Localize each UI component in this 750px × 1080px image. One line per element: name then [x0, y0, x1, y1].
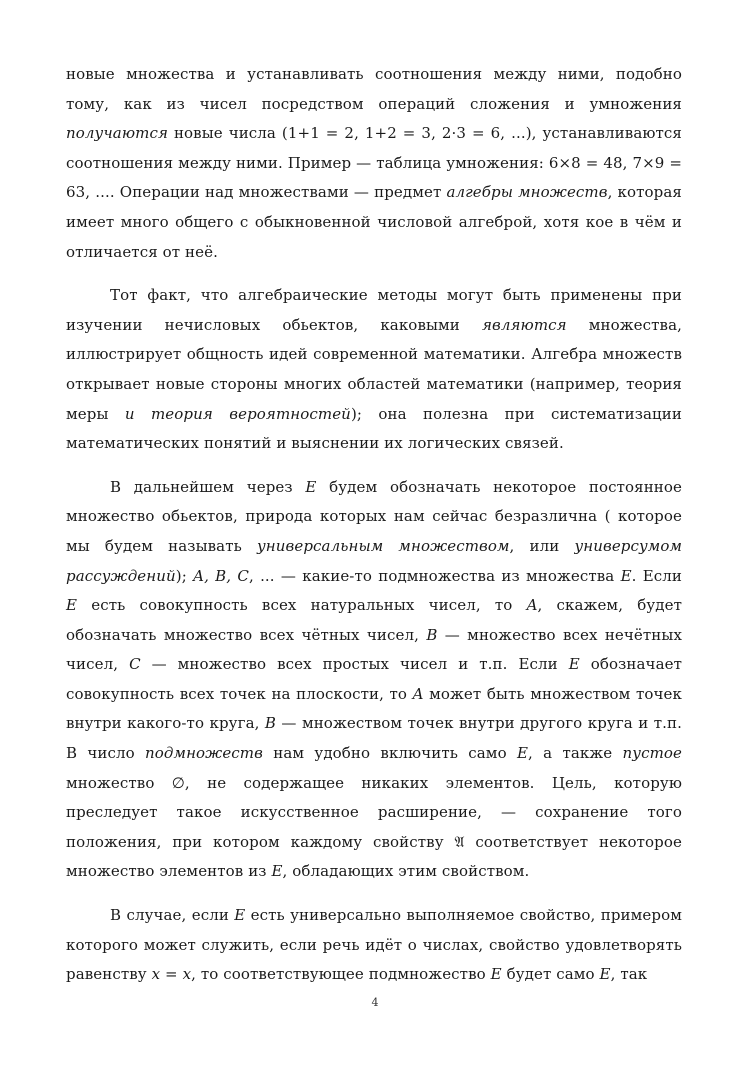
- italic-text: A: [526, 596, 538, 615]
- text-run: новые числа (1+1 = 2, 1+2 = 3, 2·3 = 6, ...), устанавливаются соотношения между ними. Пример — таблица умножения: 6×8 = 48, 7×9 = 63, .... Операции над множествами — предмет: [66, 124, 682, 202]
- italic-text: E: [568, 655, 580, 674]
- text-run: новые множества и устанавливать соотношения между ними, подобно тому, как из чисел посредством операций сложения и умножения: [66, 65, 682, 113]
- paragraph-2: [66, 281, 682, 459]
- italic-text: являются: [481, 315, 567, 334]
- text-run: обозначает совокупность всех точек на плоскости, то: [66, 655, 682, 703]
- italic-text: E: [490, 965, 502, 984]
- text-run: . Если: [631, 566, 682, 585]
- italic-text: алгебры множеств: [446, 183, 608, 202]
- italic-text: A, B, C: [193, 566, 249, 585]
- text-run: , обладающих этим свойством.: [282, 862, 530, 881]
- italic-text: E: [305, 477, 317, 496]
- text-run: будет само: [501, 965, 600, 984]
- text-run: — множество всех нечётных чисел,: [66, 625, 683, 674]
- text-run: может быть множеством точек внутри какого-то круга,: [66, 684, 682, 733]
- paragraph-3: [66, 473, 682, 887]
- text-run: , которая имеет много общего с обыкновенной числовой алгеброй, хотя кое в чём и отличается от неё.: [66, 183, 682, 261]
- text-run: , так: [610, 965, 648, 984]
- italic-text: E: [234, 906, 246, 925]
- italic-text: E: [599, 965, 611, 984]
- paragraph-4: [66, 901, 682, 990]
- text-run: — множеством точек внутри другого круга и т.п. В число: [66, 714, 682, 763]
- text-run: есть совокупность всех натуральных чисел, то: [77, 596, 527, 615]
- text-run: — множество всех простых чисел и т.п. Если: [140, 655, 569, 674]
- italic-text: x: [182, 965, 192, 984]
- italic-text: универсумом рассуждений: [66, 536, 683, 585]
- italic-text: и теория вероятностей: [124, 404, 351, 423]
- text-run: );: [175, 566, 194, 585]
- text-run: нам удобно включить само: [262, 744, 517, 763]
- text-run: есть универсально выполняемое свойство, примером которого может служить, если речь идёт о числах, свойство удовлетворять равенству: [66, 906, 682, 984]
- italic-text: A: [412, 684, 424, 703]
- italic-text: E: [66, 596, 78, 615]
- text-run: =: [160, 965, 183, 984]
- text-run: В случае, если: [110, 906, 235, 925]
- text-run: , или: [509, 536, 575, 555]
- italic-text: универсальным множеством: [256, 536, 510, 555]
- italic-text: B: [264, 714, 277, 733]
- italic-text: получаются: [66, 124, 168, 143]
- italic-text: подмножеств: [145, 744, 263, 763]
- italic-text: E: [620, 566, 632, 585]
- page-body: [66, 60, 682, 990]
- italic-text: B: [426, 625, 438, 644]
- text-run: , а также: [528, 744, 623, 763]
- text-run: , ... — какие-то подмножества из множества: [248, 566, 621, 585]
- text-run: , то соответствующее подмножество: [191, 965, 491, 984]
- page-number: 4: [371, 996, 379, 1009]
- italic-text: x: [151, 965, 161, 984]
- text-run: будем обозначать некоторое постоянное множество обьектов, природа которых нам сейчас безразлична ( которое мы будем называть: [66, 477, 682, 555]
- text-run: множество ∅, не содержащее никаких элементов. Цель, которую преследует такое искусственное расширение, — сохранение того положения, при котором каждому свойству 𝔄 соответствует некоторое множество элементов из: [66, 773, 682, 881]
- text-run: ); она полезна при систематизации математических понятий и выяснении их логических связей.: [66, 404, 682, 453]
- text-run: , скажем, будет обозначать множество всех чётных чисел,: [66, 596, 682, 644]
- paragraph-1: [66, 60, 682, 267]
- text-run: множества, иллюстрирует общность идей современной математики. Алгебра множеств открывает новые стороны многих областей математики (например, теория меры: [66, 315, 682, 423]
- italic-text: E: [516, 744, 529, 763]
- text-run: Тот факт, что алгебраические методы могут быть применены при изучении нечисловых обьектов, каковыми: [66, 286, 682, 334]
- italic-text: C: [129, 655, 141, 674]
- italic-text: пустое: [622, 744, 683, 763]
- italic-text: E: [271, 862, 283, 881]
- text-run: В дальнейшем через: [110, 477, 306, 496]
